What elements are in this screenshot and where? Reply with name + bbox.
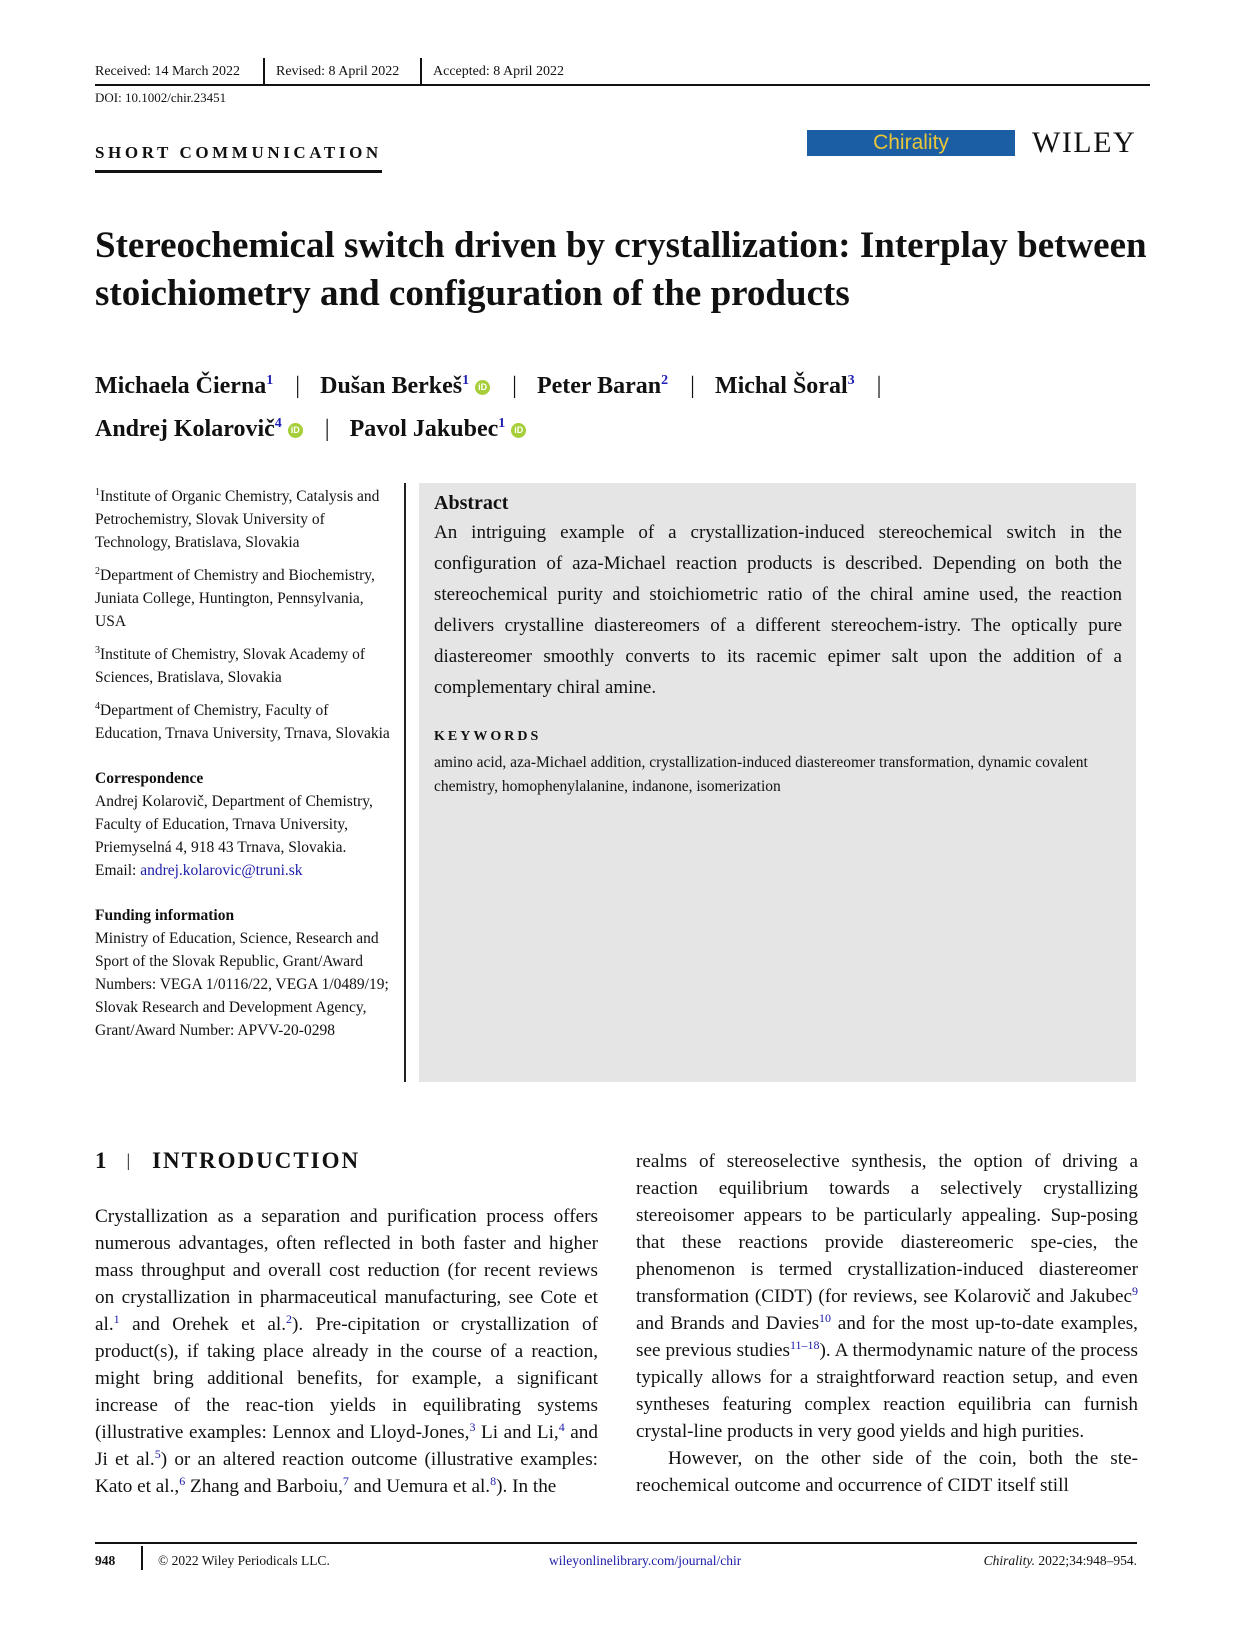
orcid-icon[interactable]: iD [288, 423, 303, 438]
citation-link[interactable]: 10 [819, 1311, 832, 1325]
citation-link[interactable]: 11–18 [789, 1338, 820, 1352]
citation-link[interactable]: 2 [286, 1312, 293, 1326]
funding-heading: Funding information [95, 907, 235, 924]
citation-link[interactable]: 4 [558, 1420, 565, 1434]
section-heading [95, 1148, 360, 1174]
affiliation [95, 481, 395, 554]
publisher-logo: WILEY [1032, 126, 1137, 159]
article-title: Stereochemical switch driven by crystallization: Interplay between stoichiometry and configuration of the products [95, 225, 1147, 314]
page-number: 948 [95, 1553, 116, 1568]
email-label: Email: [95, 862, 141, 879]
article-type: SHORT COMMUNICATION [95, 143, 382, 173]
divider [420, 58, 422, 84]
affiliation-number: 1 [95, 487, 100, 498]
citation-link[interactable]: 6 [179, 1474, 186, 1488]
email-link[interactable]: andrej.kolarovic@truni.sk [140, 862, 303, 879]
affiliation-text: Institute of Chemistry, Slovak Academy of Sciences, Bratislava, Slovakia [95, 646, 366, 686]
affiliation-ref[interactable]: 1 [462, 373, 470, 388]
affiliation-ref[interactable]: 3 [847, 373, 855, 388]
body-column-right [636, 1148, 1138, 1499]
citation-line [984, 1553, 1137, 1569]
doi: DOI: 10.1002/chir.23451 [95, 90, 227, 105]
abstract-heading: Abstract [434, 492, 509, 514]
author-name: Pavol Jakubec [349, 416, 499, 442]
affiliation-text: Department of Chemistry, Faculty of Education, Trnava University, Trnava, Slovakia [95, 702, 390, 742]
orcid-icon[interactable]: iD [511, 423, 526, 438]
affiliation-number: 2 [95, 566, 100, 577]
citation-link[interactable]: 9 [1132, 1284, 1138, 1298]
author-name: Michal Šoral [714, 373, 848, 399]
author-separator: | [876, 373, 882, 399]
affiliation-ref[interactable]: 1 [498, 416, 506, 431]
page-footer [95, 1542, 1137, 1572]
affiliation-number: 3 [95, 645, 100, 656]
correspondence-email-line [95, 859, 395, 882]
author-name: Michaela Čierna [95, 373, 267, 399]
body-paragraph: However, on the other side of the coin, both the ste-reochemical outcome and occurrence of CIDT itself still [636, 1448, 1138, 1496]
abstract-panel [419, 483, 1136, 1082]
sidebar-divider [404, 483, 406, 1082]
funding-text: Ministry of Education, Science, Research and Sport of the Slovak Republic, Grant/Award Numbers: VEGA 1/0116/22, VEGA 1/0489/19; Slovak Research and Development Agency, Grant/Award Number: APVV-20-0298 [95, 930, 389, 1039]
body-paragraph: realms of stereoselective synthesis, the option of driving a reaction equilibrium towards a selectively crystallizing stereoisomer appears to be particularly appealing. Sup-posing that these reactions provide diastereomeric spe-cies, the phenomenon is termed crystallization-induced diastereomer transformation (CIDT) (for reviews, see Kolarovič and Jakubec$^9$ and Brands and Davies$^{10}$ and for the most up-to-date examples, see previous studies$^{11-18}$). A thermodynamic nature of the process typically allows for a straightforward reaction setup, and even syntheses featuring complex reaction equilibria can furnish crystal-line products in very good yields and high purities. [636, 1151, 1138, 1442]
article-sidebar [95, 481, 395, 1042]
keywords-heading: KEYWORDS [434, 729, 542, 744]
author-separator: | [690, 373, 695, 399]
affiliation-ref[interactable]: 2 [661, 373, 669, 388]
citation-link[interactable]: 7 [342, 1474, 349, 1488]
correspondence-text: Andrej Kolarovič, Department of Chemistry, Faculty of Education, Trnava University, Priemyselná 4, 918 43 Trnava, Slovakia. [95, 793, 373, 856]
abstract-text: An intriguing example of a crystallization-induced stereochemical switch in the configuration of aza-Michael reaction products is described. Depending on both the stereochemical purity and stoichiometric ratio of the chiral amine used, the reaction delivers crystalline diastereomers of a different stereochem-istry. The optically pure diastereomer smoothly converts to its racemic epimer salt upon the addition of a complementary chiral amine. [434, 522, 1122, 698]
journal-logo: Chirality [807, 130, 1015, 156]
author-separator: | [324, 416, 330, 442]
author-separator: | [512, 373, 517, 399]
affiliation [95, 560, 395, 633]
body-column-left [95, 1203, 598, 1500]
journal-url-link[interactable]: wileyonlinelibrary.com/journal/chir [549, 1553, 742, 1568]
received-date: Received: 14 March 2022 [95, 64, 241, 79]
heading-separator: | [126, 1150, 133, 1170]
section-number: 1 [95, 1148, 109, 1173]
author-separator: | [295, 373, 301, 399]
affiliation-text: Institute of Organic Chemistry, Catalysis and Petrochemistry, Slovak University of Technology, Bratislava, Slovakia [95, 488, 380, 551]
affiliation-number: 4 [95, 701, 100, 712]
copyright: © 2022 Wiley Periodicals LLC. [158, 1553, 330, 1568]
author-name: Peter Baran [536, 373, 662, 399]
citation-link[interactable]: 3 [469, 1420, 476, 1434]
orcid-icon[interactable]: iD [475, 380, 490, 395]
author-name: Dušan Berkeš [320, 373, 463, 399]
divider [263, 58, 265, 84]
affiliation-ref[interactable]: 1 [266, 373, 274, 388]
section-title: INTRODUCTION [152, 1148, 361, 1173]
divider [141, 1546, 143, 1570]
revised-date: Revised: 8 April 2022 [276, 64, 400, 79]
affiliation [95, 639, 395, 689]
citation-link[interactable]: 8 [490, 1474, 497, 1488]
citation-link[interactable]: 1 [113, 1312, 120, 1326]
affiliation-ref[interactable]: 4 [274, 416, 282, 431]
accepted-date: Accepted: 8 April 2022 [433, 64, 565, 79]
author-name: Andrej Kolarovič [95, 416, 275, 442]
correspondence-heading: Correspondence [95, 770, 204, 787]
affiliation [95, 695, 395, 745]
affiliation-text: Department of Chemistry and Biochemistry, Juniata College, Huntington, Pennsylvania, USA [95, 567, 375, 630]
journal-name: Chirality. [983, 1553, 1035, 1568]
body-paragraph: Crystallization as a separation and purification process offers numerous advantages, often reflected in both faster and higher mass throughput and overall cost reduction (for recent reviews on crystallization in pharmaceutical manufacturing, see Cote et al.$^1$ and Orehek et al.$^2$). Pre-cipitation or crystallization of product(s), if taking place already in the course of a reaction, might bring additional benefits, for example, a significant increase of the reac-tion yields in equilibrating systems (illustrative examples: Lennox and Lloyd-Jones,$^3$ Li and Li,$^4$ and Ji et al.$^5$) or an altered reaction outcome (illustrative examples: Kato et al.,$^6$ Zhang and Barboiu,$^7$ and Uemura et al.$^8$). In the [95, 1206, 598, 1497]
publication-dates [95, 58, 1150, 86]
citation-link[interactable]: 5 [154, 1447, 161, 1461]
author-list [95, 362, 1155, 448]
keywords-text: amino acid, aza-Michael addition, crystallization-induced diastereomer transformation, dynamic covalent chemistry, homophenylalanine, indanone, isomerization [434, 754, 1088, 795]
citation-details: 2022;34:948–954. [1034, 1553, 1137, 1568]
